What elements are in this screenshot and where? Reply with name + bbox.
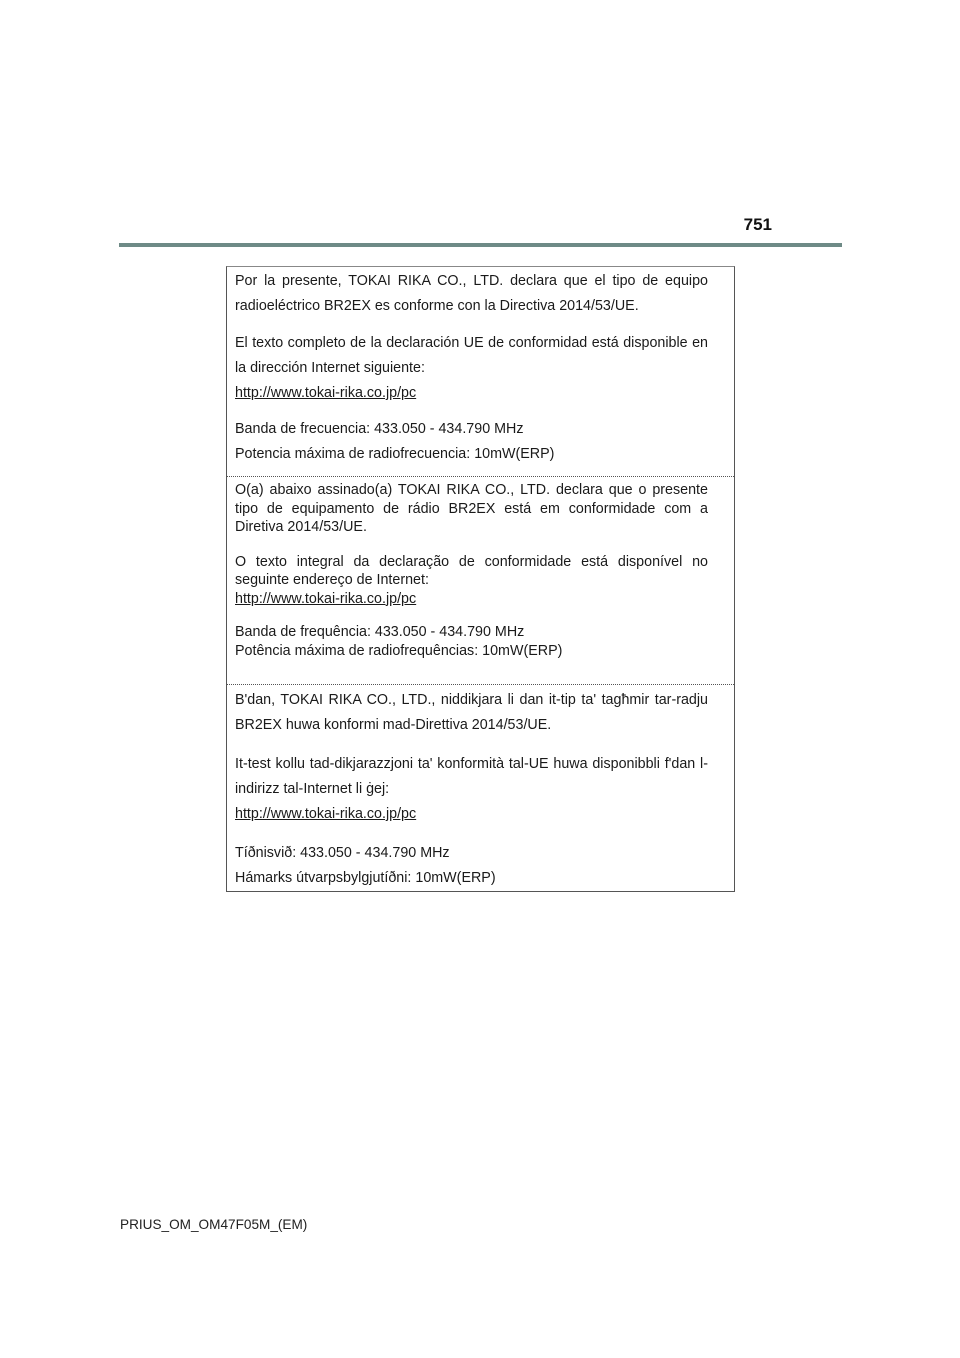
declaration-link[interactable]: http://www.tokai-rika.co.jp/pc	[235, 385, 417, 401]
declaration-box	[226, 266, 735, 892]
frequency-band-text: Tíðnisvið: 433.050 - 434.790 MHz	[235, 845, 450, 861]
header-rule	[119, 243, 842, 247]
declaration-text: O(a) abaixo assinado(a) TOKAI RIKA CO., LTD. declara que o presente tipo de equipamento de rádio BR2EX está em conformidade com a Diretiva 2014/53/UE.	[235, 482, 708, 535]
declaration-text: B'dan, TOKAI RIKA CO., LTD., niddikjara li dan it-tip ta' tagħmir tar-radju BR2EX huwa konformi mad-Direttiva 2014/53/UE.	[235, 692, 708, 733]
availability-text: O texto integral da declaração de conformidade está disponível no seguinte endereço de Internet:	[235, 553, 708, 588]
max-power-text: Hámarks útvarpsbylgjutíðni: 10mW(ERP)	[235, 870, 496, 886]
availability-text: El texto completo de la declaración UE de conformidad está disponible en la dirección Internet siguiente:	[235, 335, 708, 376]
declaration-section-spanish	[227, 267, 734, 477]
declaration-text: Por la presente, TOKAI RIKA CO., LTD. declara que el tipo de equipo radioeléctrico BR2EX es conforme con la Directiva 2014/53/UE.	[235, 273, 708, 314]
document-footer: PRIUS_OM_OM47F05M_(EM)	[120, 1217, 308, 1232]
frequency-band-text: Banda de frequência: 433.050 - 434.790 MHz	[235, 624, 525, 640]
page-number: 751	[743, 215, 772, 234]
availability-text: It-test kollu tad-dikjarazzjoni ta' konformità tal-UE huwa disponibbli f'dan l-indirizz tal-Internet li ġej:	[235, 756, 708, 797]
declaration-section-maltese	[227, 685, 734, 892]
declaration-link[interactable]: http://www.tokai-rika.co.jp/pc	[235, 806, 417, 822]
declaration-link[interactable]: http://www.tokai-rika.co.jp/pc	[235, 590, 417, 607]
max-power-text: Potencia máxima de radiofrecuencia: 10mW(ERP)	[235, 446, 555, 462]
declaration-section-portuguese	[227, 477, 734, 685]
max-power-text: Potência máxima de radiofrequências: 10mW(ERP)	[235, 642, 563, 659]
frequency-band-text: Banda de frecuencia: 433.050 - 434.790 MHz	[235, 421, 524, 437]
